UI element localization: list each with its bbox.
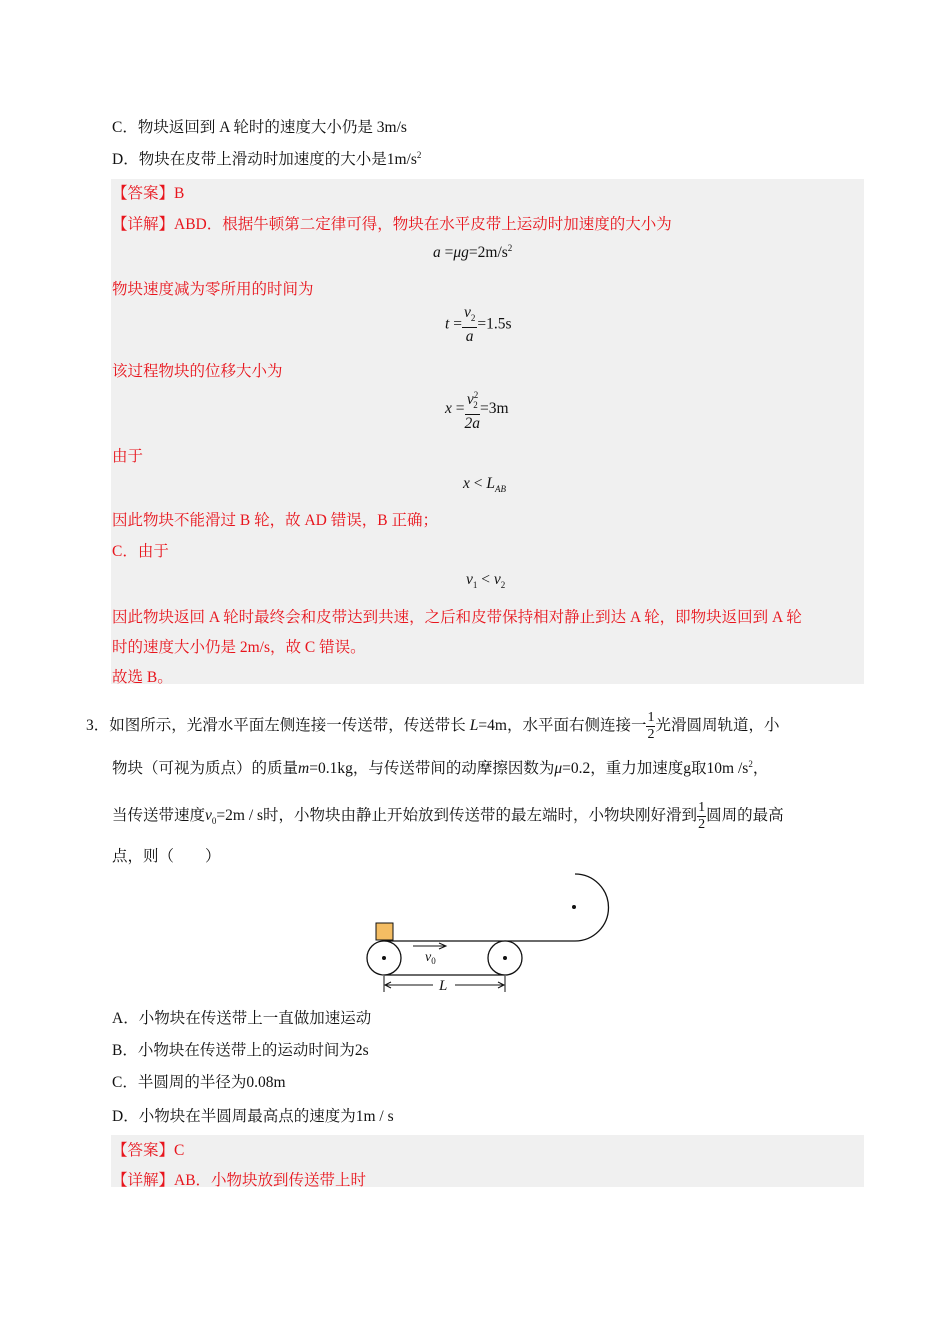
q3-l2-gval: 10m /s — [706, 760, 749, 777]
eq3-num: v — [466, 391, 474, 409]
eq3-fraction — [465, 386, 481, 433]
eq1-rhs: =2m/s — [468, 244, 508, 262]
sentence-speed-c: 时的速度大小仍是 2m/s，故 C 错误。 — [112, 639, 366, 656]
right-wheel-axle — [503, 956, 507, 960]
equation-time: t = $\frac{v_2}{a}$ =1.5s — [445, 304, 512, 346]
eq2-num-sub: 2 — [470, 313, 476, 324]
q3-l1-L: L — [469, 717, 479, 735]
q3-l3-vsub: 0 — [211, 816, 217, 827]
sentence-displacement: 该过程物块的位移大小为 — [112, 363, 283, 380]
q3-l1-b: ，水平面右侧连接一 — [506, 717, 647, 735]
question3-line2 — [112, 756, 768, 778]
velocity-label-v: v — [425, 950, 432, 965]
q3-l3-frac — [697, 800, 706, 833]
eq3-num-sub: 2 — [473, 400, 478, 411]
detail-label-3: 【详解】 — [112, 1172, 175, 1189]
left-wheel-axle — [382, 956, 386, 960]
equation-compare-velocity — [466, 571, 505, 590]
eq3-rhs: =3m — [480, 400, 509, 418]
q3-l3-a: 当传送带速度 — [112, 807, 206, 825]
answer-label-3: 【答案】C — [112, 1142, 185, 1159]
eq4-rhs: L — [486, 475, 496, 492]
option-a: A．小物块在传送带上一直做加速运动 — [112, 1010, 372, 1027]
q3-l2-m: m — [298, 760, 310, 777]
q3-l2-a: 物块（可视为质点）的质量 — [112, 760, 299, 777]
detail-text-1: ABD．根据牛顿第二定律可得，物块在水平皮带上运动时加速度的大小为 — [174, 216, 672, 233]
option-c-text: C．半圆周的半径为 — [112, 1074, 247, 1091]
q3-l2-mval: =0.1kg — [309, 760, 353, 777]
detail-text-3: AB．小物块放到传送带上时 — [174, 1172, 367, 1189]
option-b — [112, 1038, 369, 1060]
option-d — [112, 1104, 394, 1126]
eq5-rhs: v — [493, 571, 501, 588]
option-c — [112, 1070, 286, 1092]
sentence-because-1: 由于 — [112, 448, 144, 465]
q3-l1-frac-num: 1 — [647, 710, 655, 725]
conveyor-figure — [355, 868, 615, 996]
q3-l2-muval: =0.2 — [562, 760, 591, 777]
detail-line-1 — [112, 212, 672, 234]
eq2-rhs: =1.5s — [477, 315, 512, 333]
eq3-lhs: x — [445, 400, 452, 418]
eq2-lhs: t — [445, 315, 450, 333]
option-d-prev-value: 1m/s — [386, 151, 417, 168]
q3-l3-vval: =2m / s — [216, 807, 264, 825]
detail-label-1: 【详解】 — [112, 216, 175, 233]
velocity-label — [425, 950, 436, 966]
option-c-prev: C．物块返回到 A 轮时的速度大小仍是 3m/s — [112, 119, 407, 136]
q3-l3-c: 圆周的最高 — [706, 807, 784, 825]
answer-box-1 — [111, 179, 864, 684]
detail-line-3 — [112, 1168, 366, 1190]
option-c-value: 0.08m — [246, 1074, 286, 1091]
eq1-mid: μg — [453, 244, 469, 262]
q3-l1-a: 3．如图所示，光滑水平面左侧连接一传送带，传送带长 — [86, 717, 466, 735]
eq1-exp: 2 — [507, 243, 513, 253]
eq5-op: < — [481, 571, 491, 588]
sentence-return-a: 因此物块返回 A 轮时最终会和皮带达到共速，之后和皮带保持相对静止到达 A 轮，即物块返回到 A 轮 — [112, 609, 802, 626]
answer-label-1: 【答案】B — [112, 185, 185, 202]
eq2-den: a — [465, 328, 474, 346]
equation-displacement: x = $\frac{v^2_2}{2a}$ =3m — [445, 386, 509, 433]
option-d-prev-text: D．物块在皮带上滑动时加速度的大小是 — [112, 151, 387, 168]
eq4-rhs-sub: AB — [495, 484, 507, 495]
sentence-because-2: C．由于 — [112, 543, 169, 560]
question3-line3 — [112, 800, 784, 833]
q3-l2-d: 取 — [691, 760, 707, 777]
eq3-num-sup: 2 — [473, 390, 479, 400]
q3-l3-frac-den: 2 — [698, 817, 706, 832]
question3-line4: 点，则（ ） — [112, 848, 221, 865]
eq4-op: < — [473, 475, 483, 492]
q3-l2-gexp: 2 — [748, 758, 753, 769]
small-block — [376, 923, 393, 940]
eq4-lhs: x — [463, 475, 470, 492]
q3-l3-frac-num: 1 — [698, 800, 706, 815]
option-d-prev-exp: 2 — [416, 149, 422, 160]
eq3-den: 2a — [464, 415, 481, 433]
circle-center-dot — [572, 905, 576, 909]
question3-line1 — [86, 710, 779, 743]
q3-l3-v: v — [205, 807, 212, 825]
option-b-text: B．小物块在传送带上的运动时间为 — [112, 1042, 355, 1059]
option-b-value: 2s — [354, 1042, 369, 1059]
sentence-choose-b: 故选 B。 — [112, 669, 173, 686]
sentence-time: 物块速度减为零所用的时间为 — [112, 281, 314, 298]
length-label: L — [439, 978, 448, 994]
q3-l3-b: 时，小物块由静止开始放到传送带的最左端时，小物块刚好滑到 — [263, 807, 698, 825]
eq1-lhs: a — [433, 244, 441, 262]
q3-l2-g: g — [683, 760, 692, 777]
eq2-num: v — [463, 304, 471, 321]
q3-l2-mu: μ — [554, 760, 563, 777]
option-d-text: D．小物块在半圆周最高点的速度为 — [112, 1108, 356, 1125]
q3-l1-c: 光滑圆周轨道，小 — [655, 717, 780, 735]
eq2-fraction — [462, 304, 477, 346]
q3-l1-Lval: =4m — [478, 717, 507, 735]
eq5-rhs-sub: 2 — [500, 580, 506, 591]
q3-l2-e: ， — [752, 760, 769, 777]
eq5-lhs-sub: 1 — [472, 580, 478, 591]
semicircle-track — [505, 874, 608, 941]
equation-acceleration: $a =\mu g=2m/s^2$ — [433, 243, 513, 262]
answer-box-3 — [111, 1135, 864, 1187]
q3-l1-frac-den: 2 — [647, 727, 655, 742]
velocity-label-sub: 0 — [431, 956, 436, 966]
option-d-prev — [112, 147, 421, 169]
equation-compare-length — [463, 475, 506, 494]
q3-l2-c: ，重力加速度 — [590, 760, 684, 777]
eq5-lhs: v — [466, 571, 473, 588]
sentence-conclusion-ad: 因此物块不能滑过 B 轮，故 AD 错误，B 正确； — [112, 512, 438, 529]
option-d-value: 1m / s — [355, 1108, 394, 1125]
q3-l2-b: ，与传送带间的动摩擦因数为 — [352, 760, 555, 777]
